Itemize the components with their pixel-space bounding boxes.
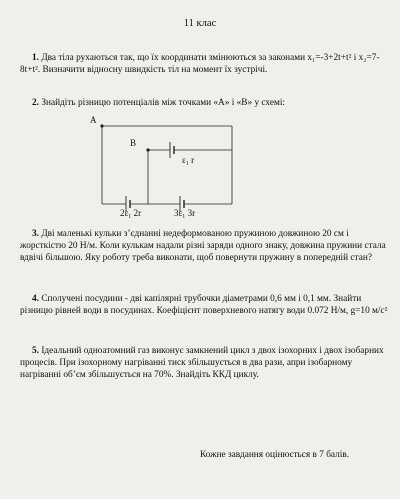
- problem-number: 4.: [32, 294, 39, 304]
- problem-number: 2.: [32, 98, 39, 108]
- problem-2: [32, 97, 372, 109]
- problem-text: Сполучені посудини - дві капілярні трубочки діаметрами 0,6 мм і 0,1 мм. Знайти різницю рівней води в посудинах. Коефіцієнт поверхневого натягу води 0.072 Н/м, g=10 м/с²: [20, 294, 388, 316]
- problem-4: [20, 293, 388, 317]
- point-b-label: B: [130, 138, 137, 148]
- problem-number: 5.: [32, 346, 39, 356]
- problem-number: 3.: [32, 229, 39, 239]
- page-title: 11 клас: [183, 18, 217, 29]
- problem-5: [20, 345, 388, 381]
- circuit-diagram: [80, 116, 240, 220]
- problem-text: Ідеальний одноатомний газ виконує замкнений цикл з двох ізохорних і двох ізобарних процесів. При ізохорному нагріванні тиск збільшується в два рази, апри ізобарному нагріванні об’єм збільшується на 70%. Знайдіть ККД циклу.: [20, 346, 384, 380]
- grading-note: Кожне завдання оцінюється в 7 балів.: [200, 450, 350, 460]
- emf-left-label: 2ε₁ 2r: [120, 208, 142, 218]
- emf-right-label: 3ε₁ 3r: [174, 208, 196, 218]
- node-a-dot: [100, 124, 103, 127]
- problem-3: [20, 228, 388, 264]
- problem-text: Два тіла рухаються так, що їх координати змінюються за законами x₁=-3+2t+t² і x₂=7-8t+t². Визначити відносну швидкість тіл на момент їх зустрічі.: [20, 53, 380, 75]
- problem-number: 1.: [32, 53, 39, 63]
- point-a-label: A: [90, 116, 97, 125]
- problem-1: [20, 52, 388, 76]
- problem-text: Знайдіть різницю потенціалів між точками «А» і «В» у схемі:: [41, 98, 286, 108]
- problem-text: Дві маленькі кульки з’єднанні недеформованою пружиною довжиною 20 см і жорсткістю 20 Н/м. Коли кулькам надали різні заряди одного знаку, довжина пружини стала вдвічі більшою. Яку роботу треба виконати, щоб повернути пружину в попередній стан?: [20, 229, 386, 263]
- node-b-dot: [146, 148, 149, 151]
- emf-top-label: ε₁ r: [182, 155, 195, 165]
